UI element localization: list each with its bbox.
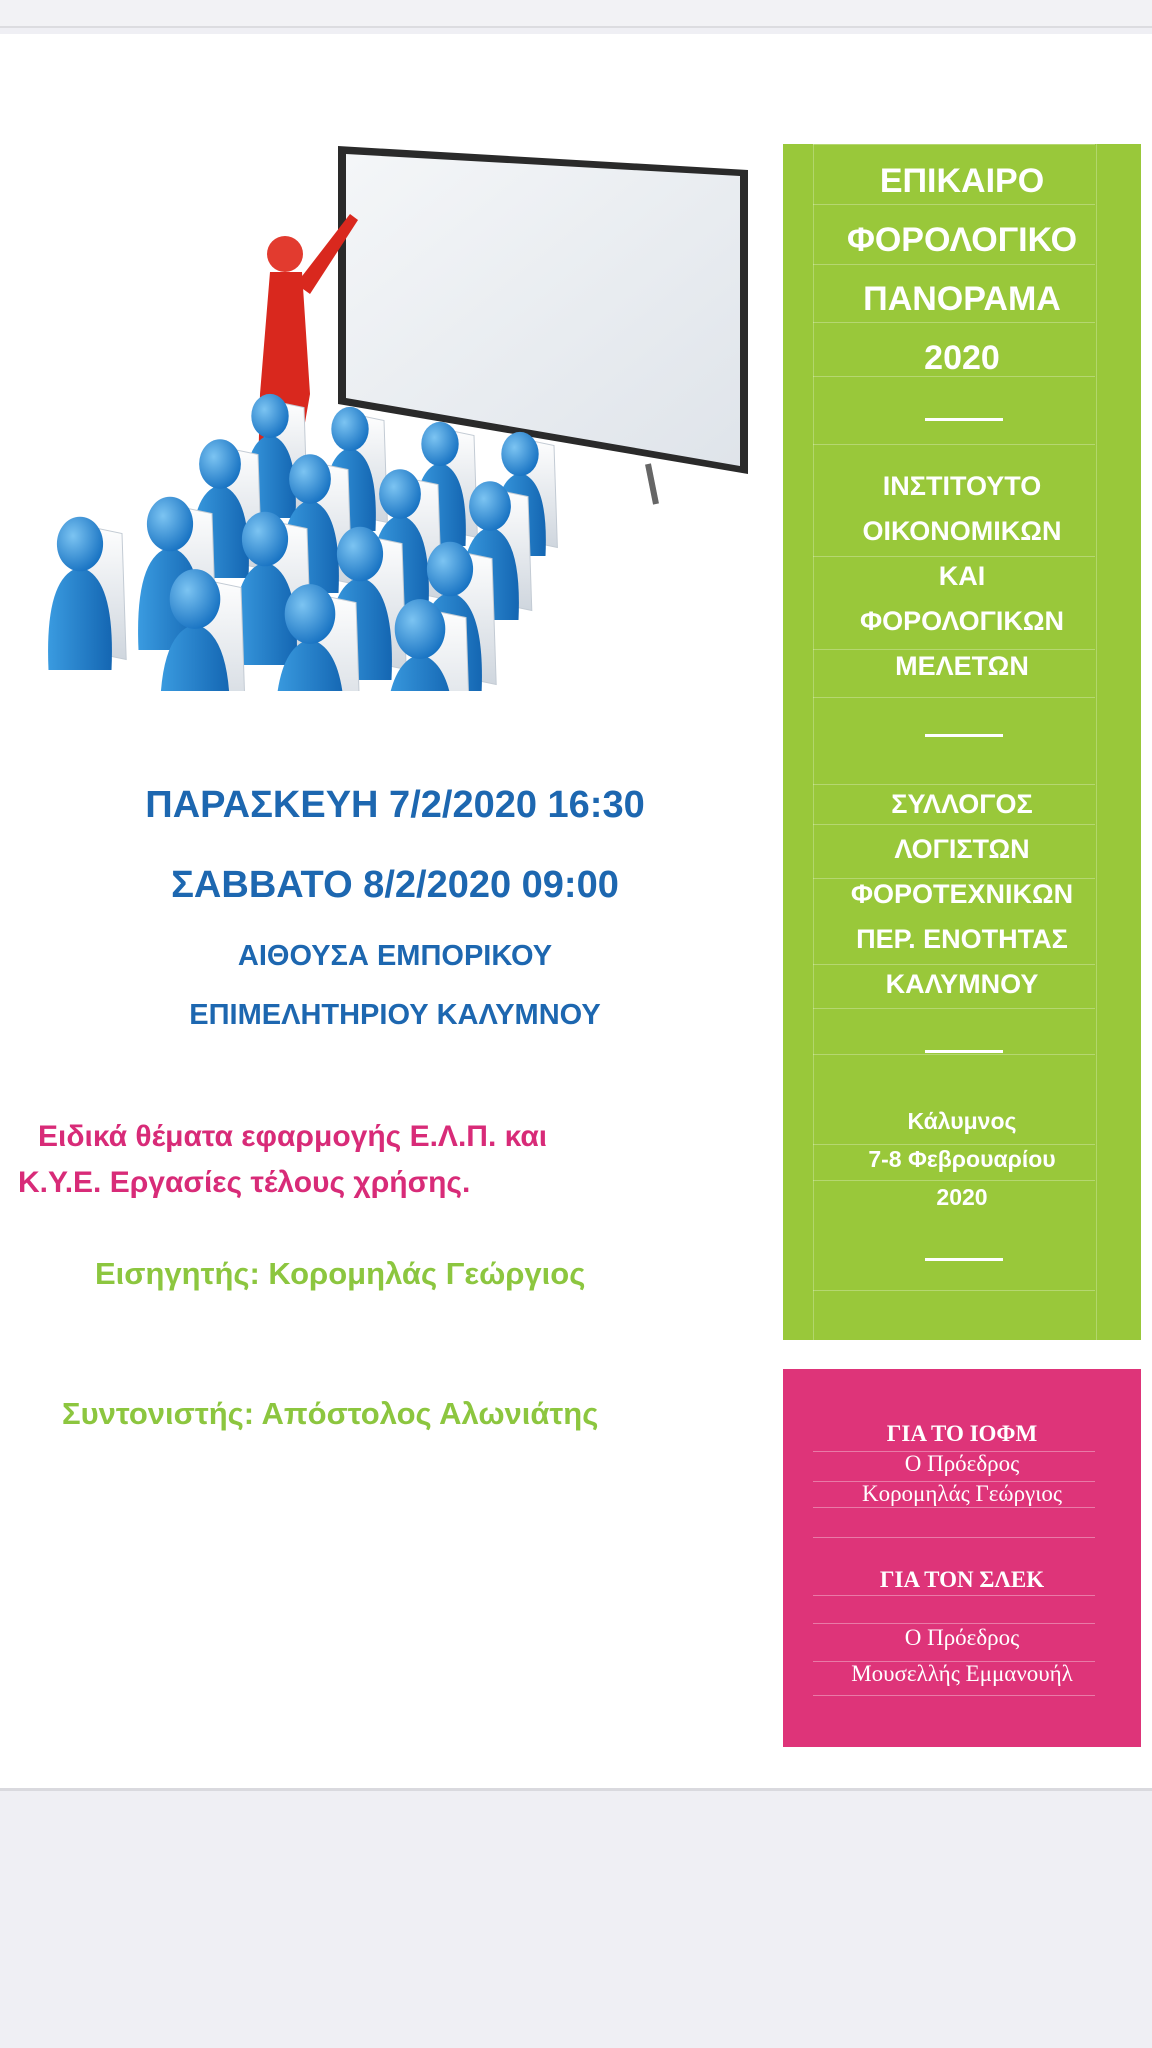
- audience-head: [289, 454, 331, 503]
- audience-head: [242, 512, 288, 567]
- separator-dash: [925, 1050, 1003, 1053]
- iofm-heading: ΓΙΑ ΤΟ ΙΟΦΜ: [886, 1421, 1038, 1446]
- slek-name: Μουσελλής Εμμανουήλ: [851, 1661, 1073, 1686]
- audience-head: [170, 569, 221, 629]
- place-line: 7-8 Φεβρουαρίου: [868, 1146, 1056, 1172]
- audience-head: [379, 469, 421, 518]
- audience-head: [469, 481, 511, 530]
- coordinator: Συντονιστής: Απόστολος Αλωνιάτης: [62, 1396, 599, 1431]
- slek-heading: ΓΙΑ ΤΟΝ ΣΛΕΚ: [879, 1567, 1045, 1592]
- audience-head: [395, 599, 446, 659]
- association-line: ΛΟΓΙΣΤΩΝ: [894, 834, 1030, 864]
- place-line: Κάλυμνος: [907, 1108, 1017, 1134]
- association-name: [783, 782, 1141, 1007]
- audience-head: [147, 497, 193, 552]
- iofm-role: Ο Πρόεδρος: [904, 1451, 1020, 1476]
- audience-head: [501, 432, 538, 476]
- slek-role: Ο Πρόεδρος: [904, 1625, 1020, 1650]
- association-line: ΠΕΡ. ΕΝΟΤΗΤΑΣ: [856, 924, 1068, 954]
- institute-line: ΟΙΚΟΝΟΜΙΚΩΝ: [862, 516, 1062, 546]
- iofm-name: Κορομηλάς Γεώργιος: [861, 1481, 1063, 1506]
- event-dates-line-2: ΣΑΒΒΑΤΟ 8/2/2020 09:00: [171, 864, 619, 906]
- audience-head: [331, 407, 368, 451]
- separator-dash: [925, 418, 1003, 421]
- signatories-panel: [783, 1369, 1141, 1747]
- separator-dash: [925, 1258, 1003, 1261]
- topic-line-2: Κ.Υ.Ε. Εργασίες τέλους χρήσης.: [18, 1166, 471, 1199]
- institute-line: ΙΝΣΤΙΤΟΥΤΟ: [882, 471, 1042, 501]
- presentation-audience-illustration: [20, 144, 766, 691]
- panel-title-line: ΦΟΡΟΛΟΓΙΚΟ: [846, 221, 1078, 259]
- audience-head: [427, 542, 473, 597]
- panel-title-line: 2020: [924, 339, 1000, 377]
- panel-title-line: ΠΑΝΟΡΑΜΑ: [863, 280, 1061, 318]
- institute-line: ΦΟΡΟΛΟΓΙΚΩΝ: [859, 606, 1065, 636]
- association-line: ΚΑΛΥΜΝΟΥ: [885, 969, 1039, 999]
- top-bar: [0, 0, 1152, 28]
- venue-line-1: ΑΙΘΟΥΣΑ ΕΜΠΟΡΙΚΟΥ: [237, 940, 553, 972]
- audience-head: [421, 422, 458, 466]
- association-line: ΦΟΡΟΤΕΧΝΙΚΩΝ: [850, 879, 1074, 909]
- institute-name: [783, 464, 1141, 689]
- event-place-date: [783, 1102, 1141, 1216]
- association-line: ΣΥΛΛΟΓΟΣ: [891, 789, 1033, 819]
- organizers-panel: [783, 144, 1141, 1340]
- audience-head: [285, 584, 336, 644]
- panel-title-line: ΕΠΙΚΑΙΡΟ: [879, 162, 1045, 200]
- event-dates-line-1: ΠΑΡΑΣΚΕΥΗ 7/2/2020 16:30: [145, 784, 645, 826]
- audience-head: [251, 394, 288, 438]
- venue-line-2: ΕΠΙΜΕΛΗΤΗΡΙΟΥ ΚΑΛΥΜΝΟΥ: [189, 999, 601, 1031]
- topic: [18, 1114, 718, 1206]
- institute-line: ΚΑΙ: [938, 561, 986, 591]
- place-line: 2020: [936, 1184, 988, 1210]
- audience-head: [337, 527, 383, 582]
- speaker: Εισηγητής: Κορομηλάς Γεώργιος: [95, 1256, 586, 1291]
- topic-line-1: Ειδικά θέματα εφαρμογής Ε.Λ.Π. και: [38, 1120, 548, 1153]
- institute-line: ΜΕΛΕΤΩΝ: [895, 651, 1029, 681]
- panel-title: [783, 152, 1141, 388]
- audience-head: [199, 439, 241, 488]
- separator-dash: [925, 734, 1003, 737]
- audience-head: [57, 517, 103, 572]
- flyer-document: [0, 34, 1152, 1791]
